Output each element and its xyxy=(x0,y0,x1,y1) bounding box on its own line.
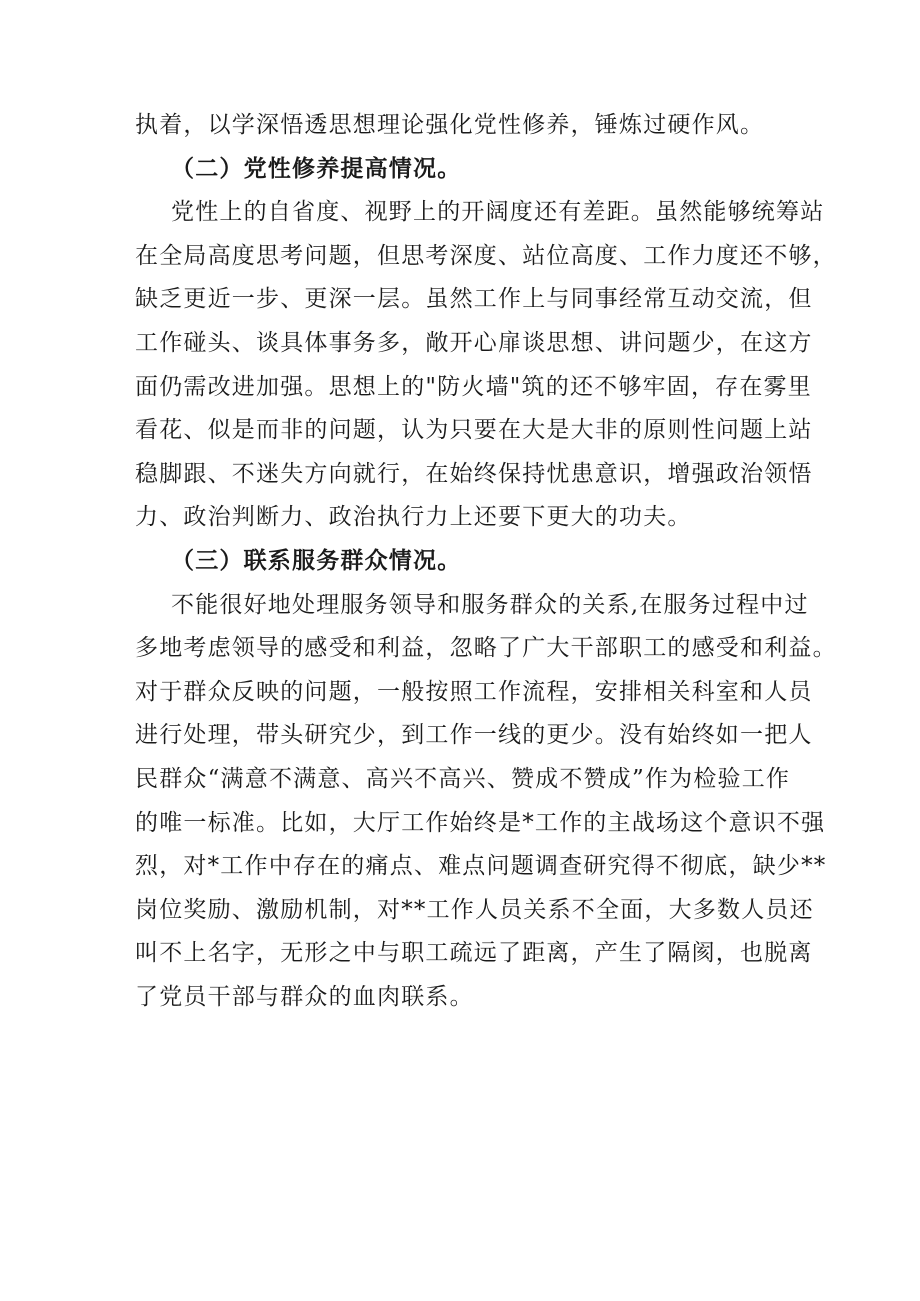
paragraph-line: 面仍需改进加强。思想上的"防火墙"筑的还不够牢固，存在雾里 xyxy=(135,373,812,400)
paragraph-line: 叫不上名字，无形之中与职工疏远了距离，产生了隔阂，也脱离 xyxy=(135,940,813,967)
paragraph-line: 工作碰头、谈具体事务多，敞开心扉谈思想、讲问题少，在这方 xyxy=(135,329,813,356)
paragraph-line: 对于群众反映的问题，一般按照工作流程，安排相关科室和人员 xyxy=(135,678,813,705)
section-heading-3: （三）联系服务群众情况。 xyxy=(171,547,462,574)
paragraph-line: 在全局高度思考问题，但思考深度、站位高度、工作力度还不够， xyxy=(135,242,837,269)
paragraph-line: 力、政治判断力、政治执行力上还要下更大的功夫。 xyxy=(135,504,692,531)
paragraph-line: 岗位奖励、激励机制，对**工作人员关系不全面，大多数人员还 xyxy=(135,896,814,923)
paragraph-line: 的唯一标准。比如，大厅工作始终是*工作的主战场这个意识不强 xyxy=(135,809,826,836)
paragraph-line: 不能很好地处理服务领导和服务群众的关系,在服务过程中过 xyxy=(171,591,809,618)
paragraph-line: 民群众“满意不满意、高兴不高兴、赞成不赞成”作为检验工作 xyxy=(135,765,791,792)
body-text xyxy=(135,104,837,1019)
paragraph-continuation: 执着，以学深悟透思想理论强化党性修养，锤炼过硬作风。 xyxy=(135,112,765,138)
paragraph-line: 进行处理，带头研究少，到工作一线的更少。没有始终如一把人 xyxy=(135,722,813,749)
paragraph-line: 看花、似是而非的问题，认为只要在大是大非的原则性问题上站 xyxy=(135,417,813,444)
paragraph-line: 多地考虑领导的感受和利益，忽略了广大干部职工的感受和利益。 xyxy=(135,635,837,662)
paragraph-line: 缺乏更近一步、更深一层。虽然工作上与同事经常互动交流，但 xyxy=(135,286,813,313)
paragraph-line: 稳脚跟、不迷失方向就行，在始终保持忧患意识，增强政治领悟 xyxy=(135,460,813,487)
paragraph-line: 党性上的自省度、视野上的开阔度还有差距。虽然能够统筹站 xyxy=(171,199,825,226)
section-heading-2: （二）党性修养提高情况。 xyxy=(171,155,462,182)
paragraph-line: 烈，对*工作中存在的痛点、难点问题调查研究得不彻底，缺少** xyxy=(135,853,827,880)
paragraph-line: 了党员干部与群众的血肉联系。 xyxy=(135,983,474,1010)
